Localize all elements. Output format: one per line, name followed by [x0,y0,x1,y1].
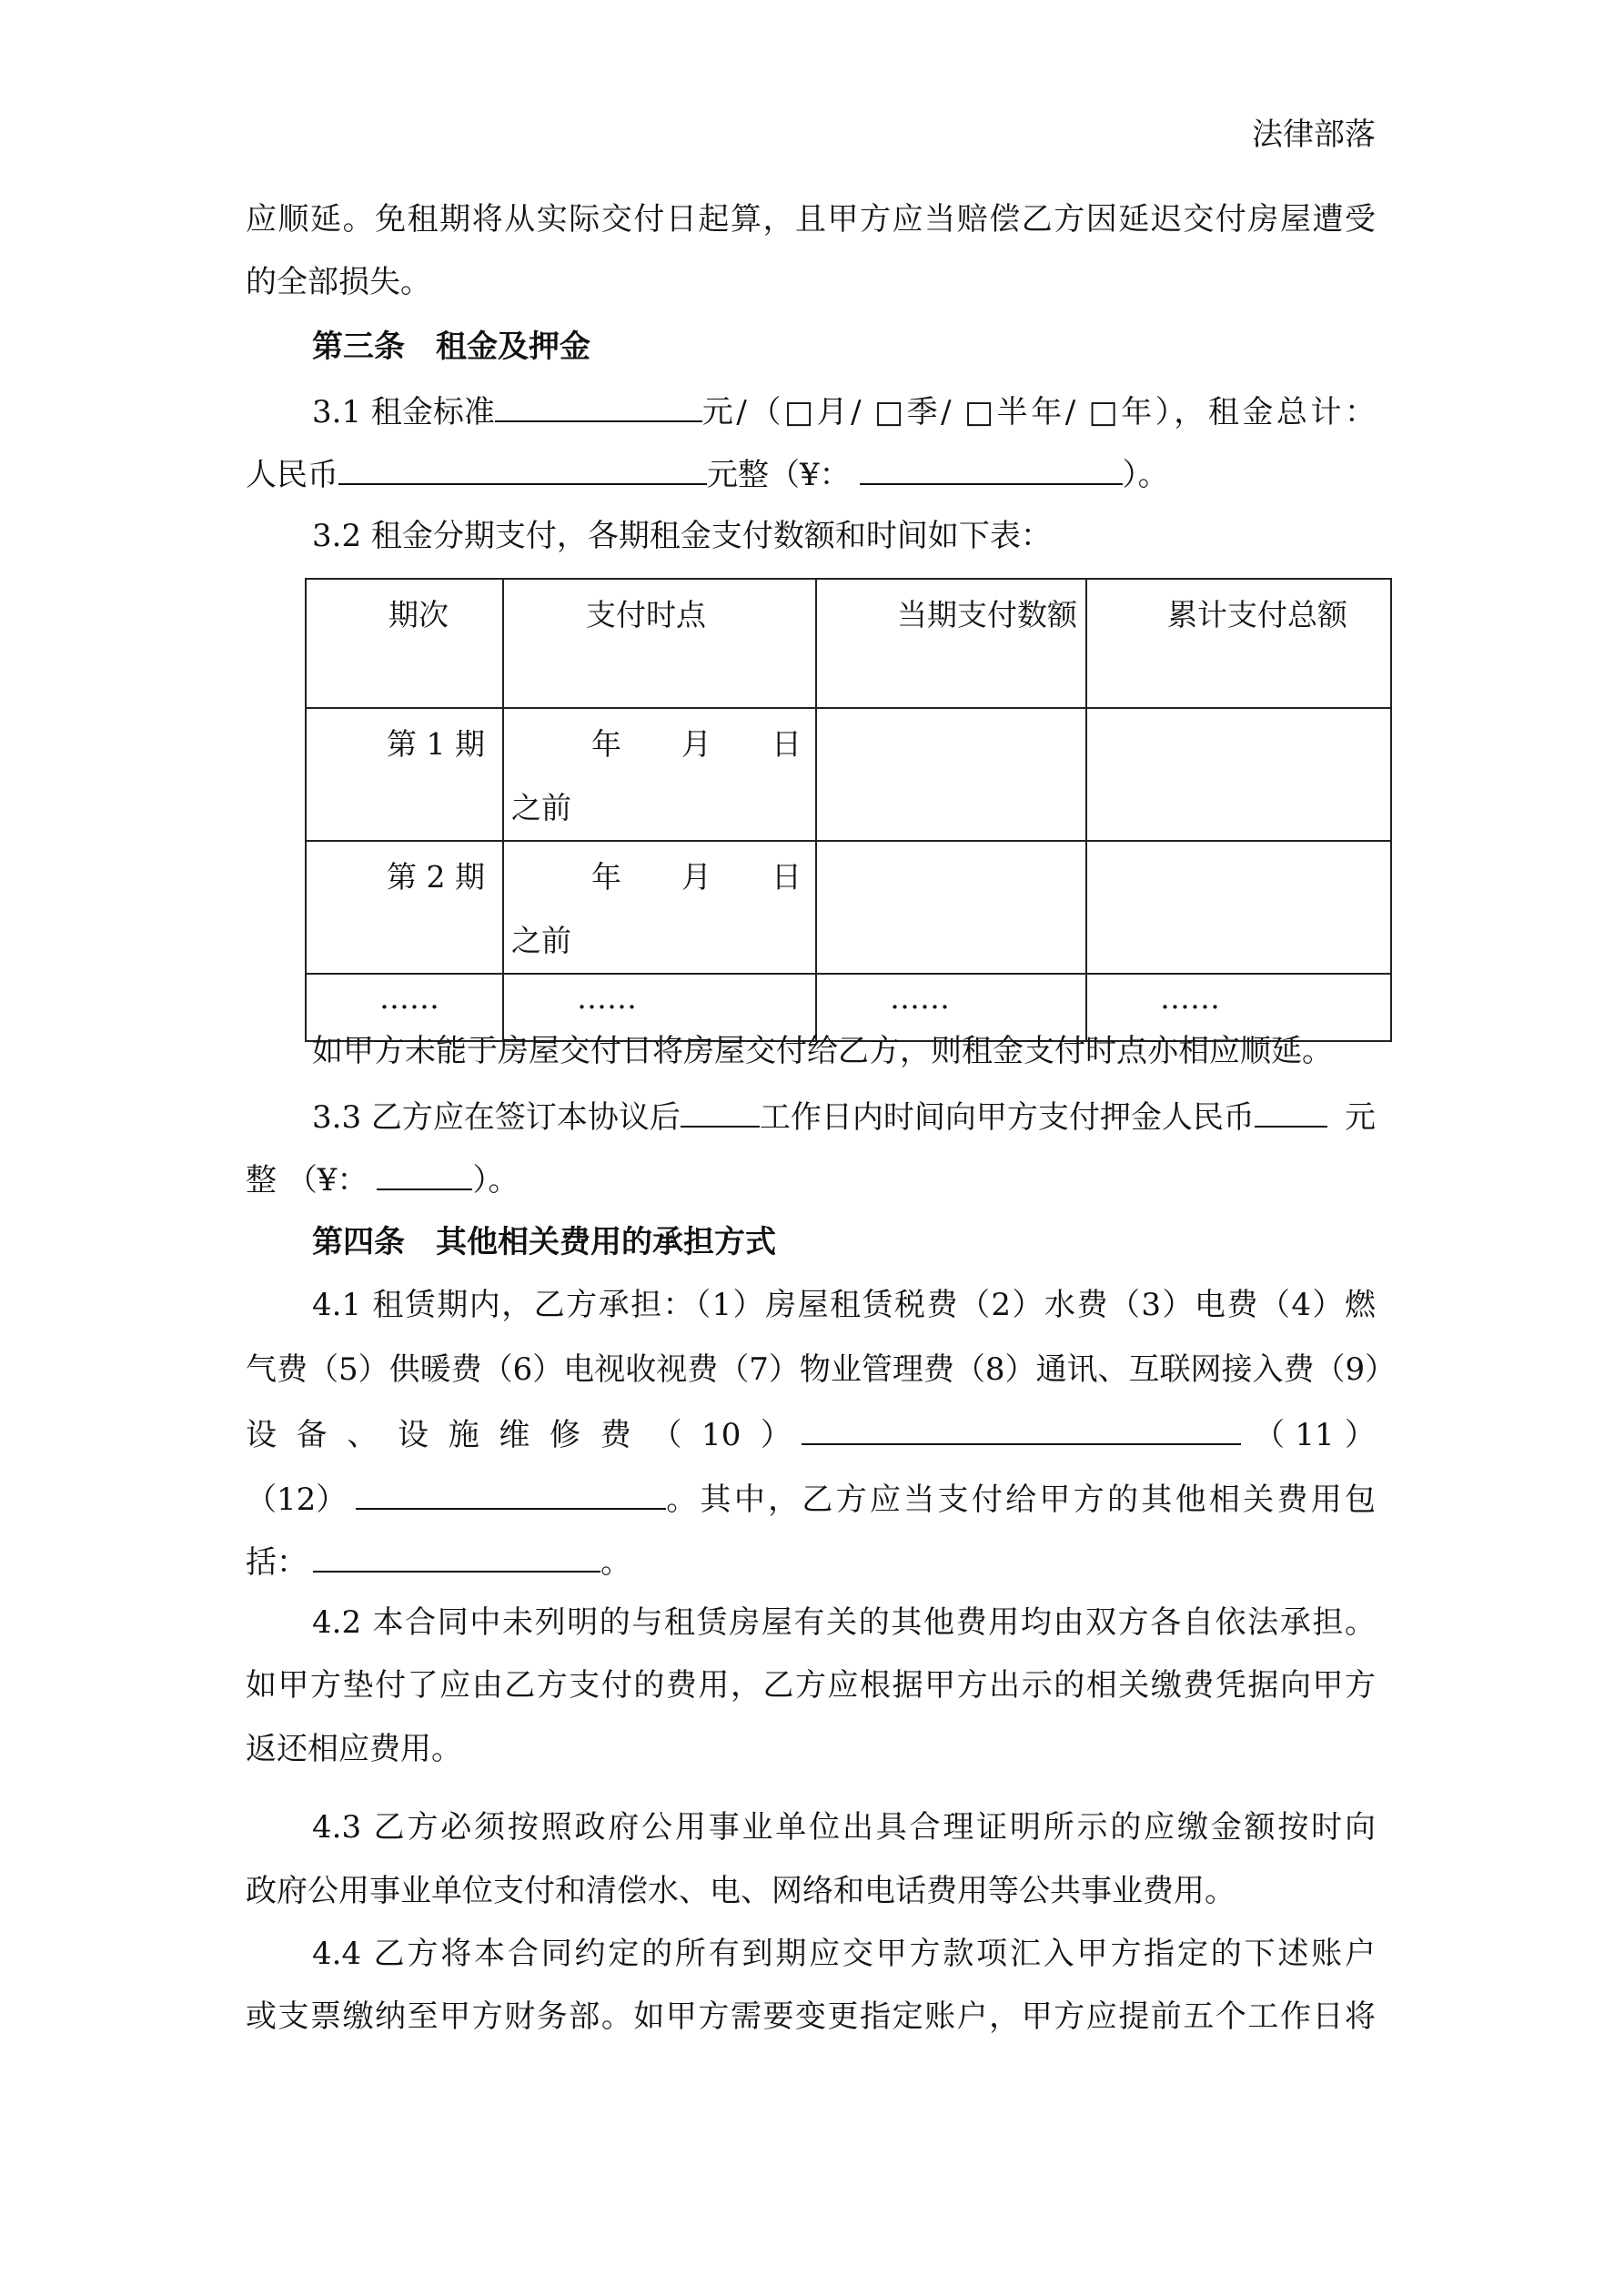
cell-amount[interactable] [816,708,1086,841]
cell-ellipsis: …… [1086,974,1391,1041]
text: （11） [1254,1417,1376,1453]
header-cell: 期次 [306,579,503,708]
cell-pay-time[interactable]: 年 月 日之前 [503,841,816,974]
text: 3.3 乙方应在签订本协议后 [312,1099,681,1136]
rent-total-yen-blank[interactable] [860,450,1123,485]
fee-10-blank[interactable] [802,1411,1241,1445]
text: ）。 [1122,457,1169,493]
table-row [306,841,1391,974]
paragraph-line: 返还相应费用。 [246,1731,462,1767]
other-fees-blank[interactable] [313,1538,600,1573]
header-site-name: 法律部落 [1252,116,1376,153]
text: 工作日内时间向甲方支付押金人民币 [759,1099,1255,1136]
text: 3.1 租金标准 [312,394,495,430]
text: 元/（□月/ □季/ □半年/ □年），租金总计： [701,394,1376,430]
text: ）。 [472,1162,519,1199]
deposit-yen-blank[interactable] [377,1156,472,1190]
clause-3-3-line-1 [312,1093,1376,1137]
paragraph-line: 或支票缴纳至甲方财务部。如甲方需要变更指定账户，甲方应提前五个工作日将 [246,1998,1376,2035]
article-4-heading: 第四条 其他相关费用的承担方式 [312,1224,776,1260]
rent-total-rmb-blank[interactable] [338,450,707,485]
cell-amount[interactable] [816,841,1086,974]
rent-standard-blank[interactable] [495,388,702,422]
paragraph-line: 气费（5）供暖费（6）电视收视费（7）物业管理费（8）通讯、互联网接入费（9） [246,1351,1397,1388]
cell-cumulative[interactable] [1086,708,1391,841]
fee-12-blank[interactable] [356,1475,666,1510]
text: （12） [246,1482,348,1518]
table-header-row [306,579,1391,708]
text: 括： [246,1544,308,1581]
paragraph-line: 应顺延。免租期将从实际交付日起算，且甲方应当赔偿乙方因延迟交付房屋遭受 [246,201,1376,238]
header-cell: 当期支付数额 [816,579,1086,708]
clause-3-1-line-2 [246,450,1376,494]
paragraph-line: 4.4 乙方将本合同约定的所有到期应交甲方款项汇入甲方指定的下述账户 [312,1936,1376,1972]
table-row [306,708,1391,841]
header-cell: 累计支付总额 [1086,579,1391,708]
table-note: 如甲方未能于房屋交付日将房屋交付给乙方，则租金支付时点亦相应顺延。 [312,1033,1333,1069]
paragraph-line: 的全部损失。 [246,264,431,300]
paragraph-line: 如甲方垫付了应由乙方支付的费用，乙方应根据甲方出示的相关缴费凭据向甲方 [246,1667,1376,1704]
cell-ellipsis: …… [306,974,503,1041]
clause-3-2: 3.2 租金分期支付，各期租金支付数额和时间如下表： [312,518,1052,554]
clause-4-1-line-3 [246,1411,1376,1454]
paragraph-line: 4.3 乙方必须按照政府公用事业单位出具合理证明所示的应缴金额按时向 [312,1809,1376,1846]
text: 元 [1345,1099,1376,1136]
text: 元整（¥： [707,457,851,493]
payment-schedule-table [305,578,1392,1042]
header-cell: 支付时点 [503,579,816,708]
text: 整 （¥： [246,1162,368,1199]
clause-4-1-line-5 [246,1538,1376,1582]
working-days-blank[interactable] [681,1093,760,1128]
article-3-heading: 第三条 租金及押金 [312,329,590,365]
cell-cumulative[interactable] [1086,841,1391,974]
clause-3-1-line-1 [312,388,1376,431]
paragraph-line: 4.1 租赁期内，乙方承担：（1）房屋租赁税费（2）水费（3）电费（4）燃 [312,1287,1376,1323]
text: 设备、设施维修费（10） [246,1417,792,1453]
cell-ellipsis: …… [816,974,1086,1041]
deposit-rmb-blank[interactable] [1255,1093,1327,1128]
clause-3-3-line-2 [246,1156,1376,1199]
paragraph-line: 政府公用事业单位支付和清偿水、电、网络和电话费用等公共事业费用。 [246,1873,1236,1909]
text: 。 [600,1544,631,1581]
clause-4-1-line-4 [246,1475,1376,1519]
cell-ellipsis: …… [503,974,816,1041]
cell-pay-time[interactable]: 年 月 日之前 [503,708,816,841]
cell-period: 第 1 期 [306,708,503,841]
text: 。其中，乙方应当支付给甲方的其他相关费用包 [666,1482,1376,1518]
text: 人民币 [246,457,338,493]
paragraph-line: 4.2 本合同中未列明的与租赁房屋有关的其他费用均由双方各自依法承担。 [312,1604,1376,1641]
cell-period: 第 2 期 [306,841,503,974]
